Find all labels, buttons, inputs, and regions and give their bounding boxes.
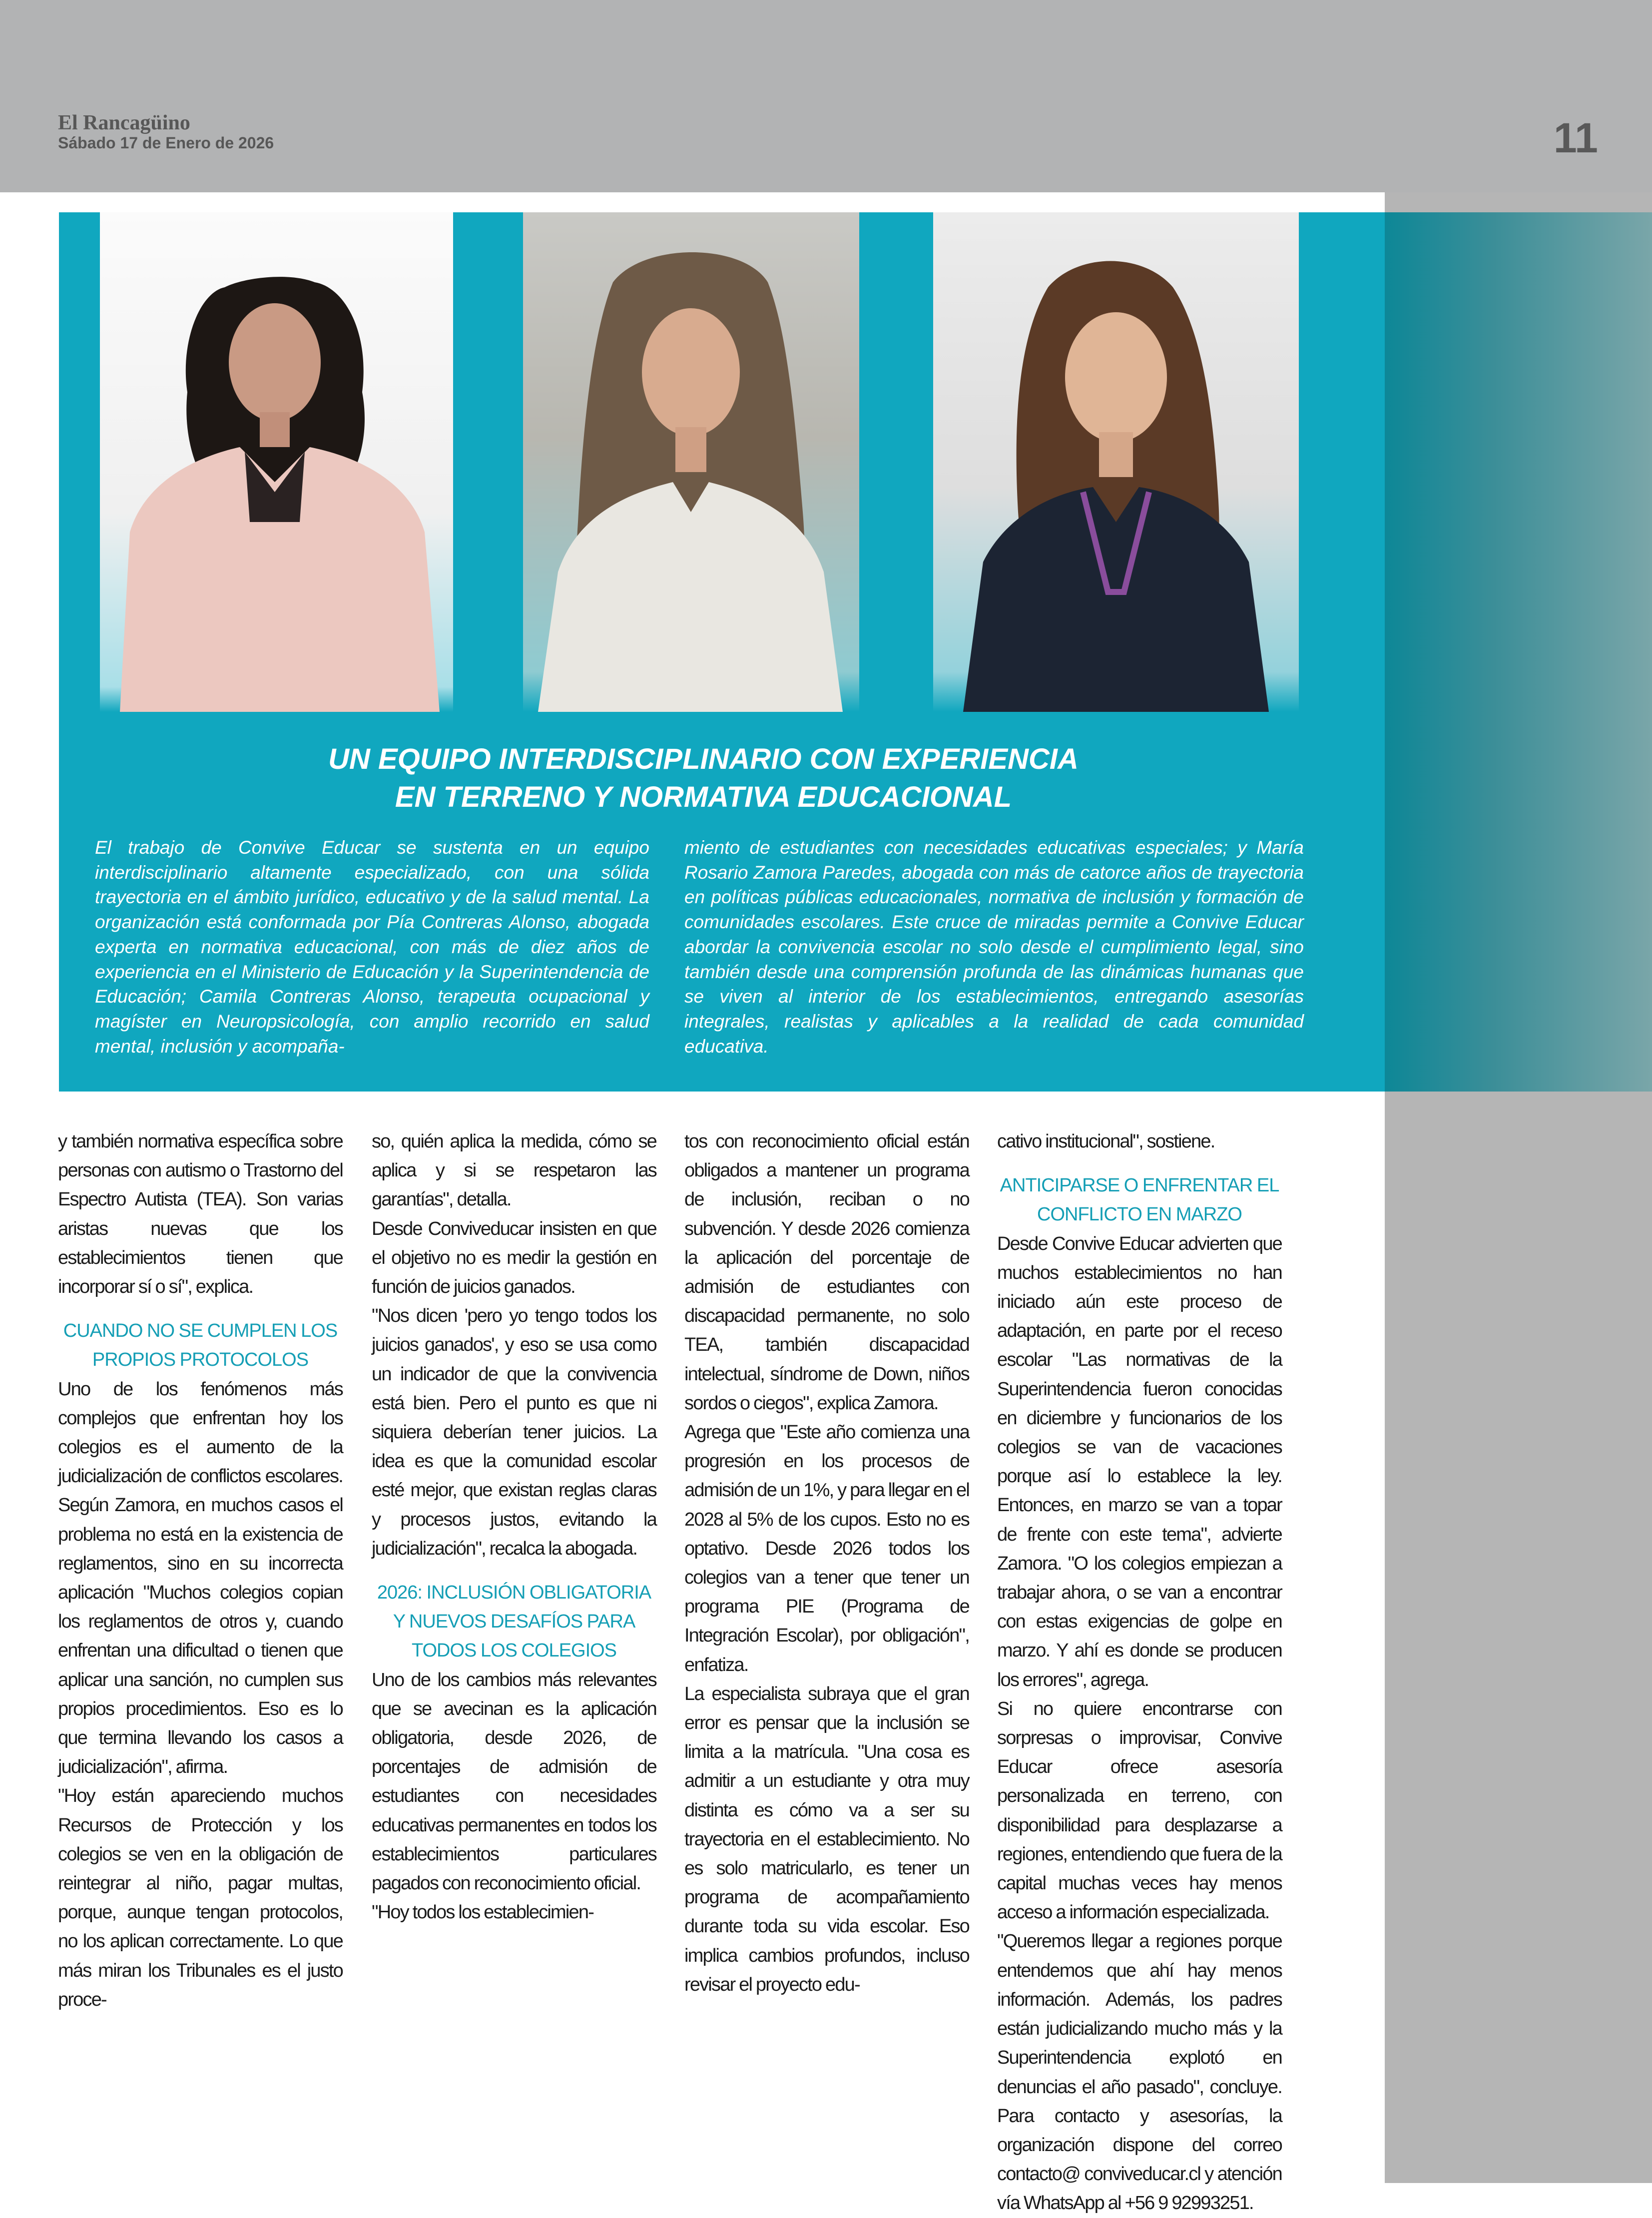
article-column-3 [684, 1127, 969, 1999]
paragraph: "Nos dicen 'pero yo tengo todos los juicios ganados', y eso se usa como un indicador de que la convivencia está bien. Pero el punto es que ni siquiera deberían tener juicios. La idea es que la comunidad escolar esté mejor, que existan reglas claras y procesos justos, evitando la judicialización", recalca la abogada. [372, 1305, 656, 1559]
paragraph: tos con reconocimiento oficial están obligados a mantener un programa de inclusión, reciban o no subvención. Y desde 2026 comienza la aplicación del porcentaje de admisión de estudiantes con discapacidad permanente, no solo TEA, también discapacidad intelectual, síndrome de Down, niños sordos o ciegos", explica Zamora. [684, 1131, 969, 1414]
article-column-2 [372, 1127, 656, 1927]
paragraph: Si no quiere encontrarse con sorpresas o improvisar, Convive Educar ofrece asesoría personalizada en terreno, con disponibilidad para desplazarse a regiones, entendiendo que fuera de la capital muchas veces hay menos acceso a información especializada. [997, 1698, 1282, 1923]
paragraph: "Hoy están apareciendo muchos Recursos de Protección y los colegios se ven en la obligación de reintegrar al niño, pagar multas, porque, aunque tengan protocolos, no los aplican correctamente. Lo que más miran los Tribunales es el justo proce- [58, 1785, 343, 2010]
feature-title-line-1: UN EQUIPO INTERDISCIPLINARIO CON EXPERIENCIA [328, 743, 1079, 775]
paragraph: "Hoy todos los establecimien- [372, 1902, 594, 1923]
feature-text-column-2: miento de estudiantes con necesidades educativas especiales; y María Rosario Zamora Paredes, abogada con más de catorce años de trayectoria en políticas públicas educacionales, normativa de inclusión y formación de comunidades escolares. Este cruce de miradas permite a Convive Educar abordar la convivencia escolar no solo desde el cumplimiento legal, sino también desde una comprensión profunda de las dinámicas humanas que se viven al interior de los establecimientos, entregando asesorías integrales, realistas y aplicables a la realidad de cada comunidad educativa. [684, 837, 1304, 1057]
portrait-photo-maria-rosario-zamora [933, 212, 1299, 712]
section-heading: ANTICIPARSE O ENFRENTAR EL CONFLICTO EN MARZO [1000, 1175, 1279, 1225]
paragraph: La especialista subraya que el gran error es pensar que la inclusión se limita a la matrícula. "Una cosa es admitir a un estudiante y otra muy distinta es cómo va a ser su trayectoria en el establecimiento. No es solo matricularlo, es tener un programa de acompañamiento durante toda su vida escolar. Eso implica cambios profundos, incluso revisar el proyecto edu- [684, 1683, 969, 1995]
paragraph: "Queremos llegar a regiones porque entendemos que ahí hay menos información. Además, los padres están judicializando mucho más y la Superintendencia explotó en denuncias el año pasado", concluye. Para contacto y asesorías, la organización dispone del correo contacto@ conviveducar.cl y atención vía WhatsApp al +56 9 92993251. [997, 1931, 1282, 2214]
portrait-photo-camila-contreras [523, 212, 859, 712]
article-column-4 [997, 1127, 1282, 2218]
header-band [0, 0, 1652, 192]
section-heading: 2026: INCLUSIÓN OBLIGATORIA Y NUEVOS DESAFÍOS PARA TODOS LOS COLEGIOS [377, 1582, 651, 1662]
paragraph: Desde Convive Educar advierten que muchos establecimientos no han iniciado aún este proceso de adaptación, en parte por el receso escolar "Las normativas de la Superintendencia fueron conocidas en diciembre y funcionarios de los colegios se van de vacaciones porque así lo establece la ley. Entonces, en marzo se van a topar de frente con este tema", advierte Zamora. "O los colegios empiezan a trabajar ahora, o se van a encontrar con estas exigencias de golpe en marzo. Y ahí es donde se producen los errores", agrega. [997, 1233, 1282, 1690]
page-number: 11 [1554, 114, 1598, 161]
feature-text-column-1: El trabajo de Convive Educar se sustenta en un equipo interdisciplinario altamente especializado, con una sólida trayectoria en el ámbito jurídico, educativo y de la salud mental. La organización está conformada por Pía Contreras Alonso, abogada experta en normativa educacional, con más de diez años de experiencia en el Ministerio de Educación y la Superintendencia de Educación; Camila Contreras Alonso, terapeuta ocupacional y magíster en Neuropsicología, con amplio recorrido en salud mental, inclusión y acompaña- [95, 837, 649, 1057]
article-column-1 [58, 1127, 343, 2014]
paragraph: Agrega que "Este año comienza una progresión en los procesos de admisión de un 1%, y para llegar en el 2028 al 5% de los cupos. Esto no es optativo. Desde 2026 todos los colegios van a tener que tener un programa PIE (Programa de Integración Escolar), por obligación", enfatiza. [684, 1422, 969, 1675]
feature-title-line-2: EN TERRENO Y NORMATIVA EDUCACIONAL [395, 781, 1012, 813]
section-heading: CUANDO NO SE CUMPLEN LOS PROPIOS PROTOCOLOS [63, 1320, 338, 1371]
paragraph: so, quién aplica la medida, cómo se aplica y si se respetaron las garantías", detalla. [372, 1131, 656, 1210]
paragraph: cativo institucional", sostiene. [997, 1131, 1215, 1152]
right-teal-gradient [1385, 212, 1652, 1092]
paragraph: Uno de los fenómenos más complejos que enfrentan hoy los colegios es el aumento de la judicialización de conflictos escolares. Según Zamora, en muchos casos el problema no está en la existencia de reglamentos, sino en su incorrecta aplicación "Muchos colegios copian los reglamentos de otros y, cuando enfrentan una dificultad o tienen que aplicar una sanción, no cumplen sus propios procedimientos. Eso es lo que termina llevando los casos a judicialización", afirma. [58, 1378, 343, 1778]
paragraph: Uno de los cambios más relevantes que se avecinan es la aplicación obligatoria, desde 2026, de porcentajes de admisión de estudiantes con necesidades educativas permanentes en todos los establecimientos particulares pagados con reconocimiento oficial. [372, 1669, 656, 1894]
paragraph: y también normativa específica sobre personas con autismo o Trastorno del Espectro Autista (TEA). Son varias aristas nuevas que los establecimientos tienen que incorporar sí o sí", explica. [58, 1131, 343, 1298]
issue-date: Sábado 17 de Enero de 2026 [58, 134, 274, 152]
paragraph: Desde Conviveducar insisten en que el objetivo no es medir la gestión en función de juicios ganados. [372, 1218, 656, 1298]
newspaper-name: El Rancagüino [58, 111, 190, 134]
portrait-photo-pia-contreras [100, 212, 453, 712]
